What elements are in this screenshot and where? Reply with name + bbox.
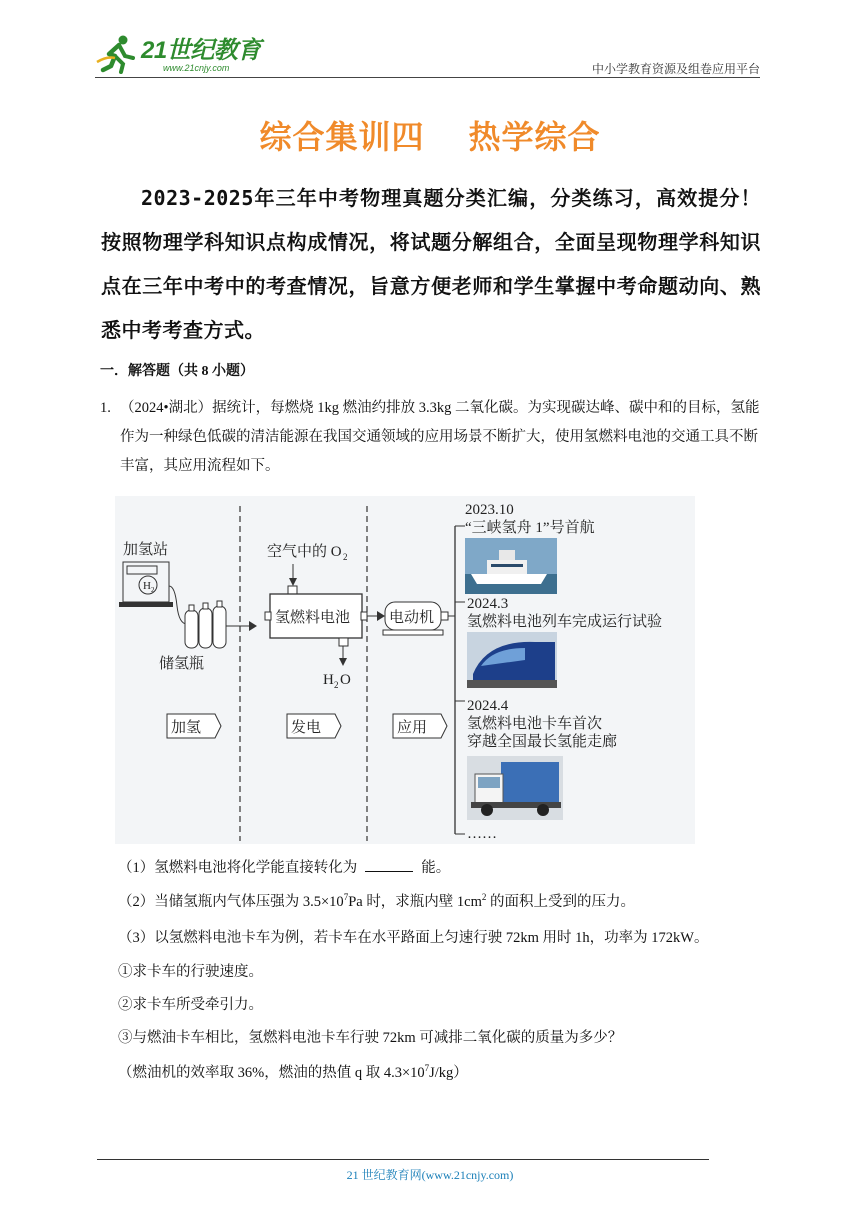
logo-url: www.21cnjy.com bbox=[163, 63, 230, 73]
footer-link[interactable]: 21 世纪教育网(www.21cnjy.com) bbox=[346, 1168, 514, 1182]
event-1-text: “三峡氢舟 1”号首航 bbox=[465, 520, 595, 536]
stage-apply: 应用 bbox=[397, 720, 428, 736]
footer-divider bbox=[97, 1159, 709, 1160]
note-text-b: J/kg） bbox=[429, 1065, 468, 1081]
page-header bbox=[95, 30, 760, 78]
logo-text: 21世纪教育 bbox=[141, 37, 261, 64]
sub2-exponent-2: 2 bbox=[481, 892, 487, 903]
event-3-date: 2024.4 bbox=[467, 698, 509, 714]
given-note bbox=[118, 1061, 468, 1082]
sub-item-2: ②求卡车所受牵引力。 bbox=[118, 997, 263, 1013]
event-1-date: 2023.10 bbox=[465, 502, 514, 518]
station-label: 加氢站 bbox=[123, 542, 169, 558]
title-part-1: 综合集训四 bbox=[259, 118, 425, 156]
h2-symbol: H bbox=[143, 580, 151, 592]
question-1 bbox=[100, 394, 762, 481]
motor-label: 电动机 bbox=[389, 610, 435, 626]
sub-item-3: ③与燃油卡车相比，氢燃料电池卡车行驶 72km 可减排二氧化碳的质量为多少？ bbox=[118, 1030, 623, 1046]
sub1-text-a: （1）氢燃料电池将化学能直接转化为 bbox=[118, 860, 358, 876]
sub2-text-c: 的面积上受到的压力。 bbox=[486, 894, 636, 910]
water-oxygen: O bbox=[340, 672, 351, 688]
intro-paragraph: 2023-2025年三年中考物理真题分类汇编，分类练习，高效提分！按照物理学科知识点构成情况，将试题分解组合，全面呈现物理学科知识点在三年中考中的考查情况，旨意方便老师和学生掌握中考命题动向、熟悉中考考查方式。 bbox=[101, 186, 761, 342]
hydrogen-train-image bbox=[467, 632, 557, 688]
sub2-exponent: 7 bbox=[343, 892, 349, 903]
event-2-date: 2024.3 bbox=[467, 596, 509, 612]
answer-blank[interactable] bbox=[365, 857, 413, 872]
event-2-text: 氢燃料电池列车完成运行试验 bbox=[467, 614, 663, 630]
bottles-label: 储氢瓶 bbox=[159, 656, 205, 672]
question-number: 1. bbox=[100, 400, 111, 416]
event-3-line2: 穿越全国最长氢能走廊 bbox=[467, 734, 618, 750]
header-divider bbox=[95, 77, 760, 78]
runner-logo-icon bbox=[95, 34, 137, 74]
sub1-text-b: 能。 bbox=[421, 860, 451, 876]
note-text-a: （燃油机的效率取 36%，燃油的热值 q 取 4.3×10 bbox=[118, 1065, 425, 1081]
sub2-text-a: （2）当储氢瓶内气体压强为 3.5×10 bbox=[118, 894, 344, 910]
sub-question-1 bbox=[118, 856, 450, 877]
sub-item-1: ①求卡车的行驶速度。 bbox=[118, 964, 263, 980]
platform-name: 中小学教育资源及组卷应用平台 bbox=[591, 62, 760, 76]
stage-generate: 发电 bbox=[291, 720, 322, 736]
section-heading: 一．解答题（共 8 小题） bbox=[100, 364, 254, 379]
event-3-line1: 氢燃料电池卡车首次 bbox=[467, 716, 603, 732]
sub2-text-b: Pa 时，求瓶内壁 1cm bbox=[348, 894, 482, 910]
fuel-cell-label: 氢燃料电池 bbox=[275, 610, 351, 626]
title-part-2: 热学综合 bbox=[468, 118, 601, 156]
air-subscript: 2 bbox=[343, 552, 348, 562]
hydrogen-flow-diagram bbox=[115, 496, 695, 844]
event-ellipsis: …… bbox=[467, 826, 497, 842]
hydrogen-bottles-icon bbox=[185, 601, 226, 648]
water-subscript: 2 bbox=[334, 680, 339, 690]
question-stem: （2024•湖北）据统计，每燃烧 1kg 燃油约排放 3.3kg 二氧化碳。为实现碳达峰、碳中和的目标，氢能作为一种绿色低碳的清洁能源在我国交通领域的应用场景不断扩大，使用氢燃料电池的交通工具不断丰富，其应用流程如下。 bbox=[120, 400, 760, 474]
site-logo[interactable] bbox=[95, 34, 261, 74]
note-exponent: 7 bbox=[424, 1063, 430, 1074]
sub-question-3: （3）以氢燃料电池卡车为例，若卡车在水平路面上匀速行驶 72km 用时 1h，功率为 172kW。 bbox=[118, 930, 709, 946]
air-label: 空气中的 O bbox=[267, 544, 342, 560]
sub-question-2 bbox=[118, 890, 635, 911]
hydrogen-truck-image bbox=[467, 756, 563, 820]
stage-refuel: 加氢 bbox=[171, 720, 202, 736]
hydrogen-ship-image bbox=[465, 538, 557, 594]
page-title bbox=[0, 112, 860, 158]
h2-subscript: 2 bbox=[151, 586, 155, 594]
water-symbol: H bbox=[323, 672, 334, 688]
